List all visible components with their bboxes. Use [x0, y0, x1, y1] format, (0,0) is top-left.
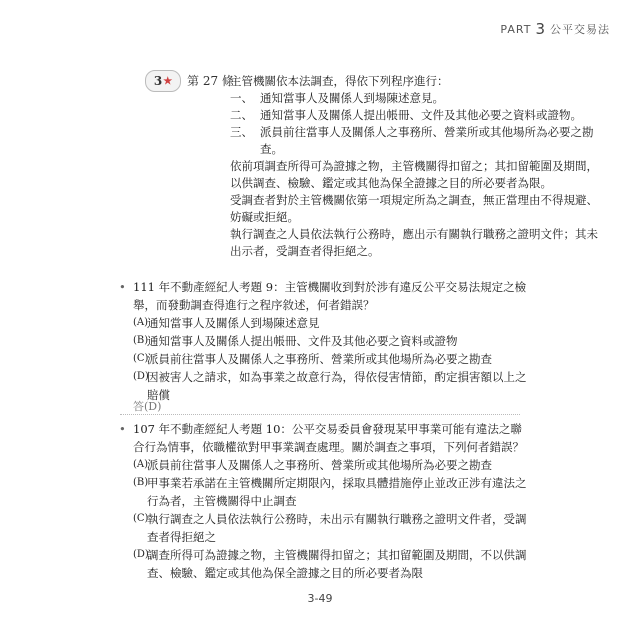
question-stem: 111 年不動產經紀人考題 9：主管機關收到對於涉有違反公平交易法規定之檢舉，而發動調查得進行之程序敘述，何者錯誤？ [133, 280, 527, 312]
article-heading [145, 70, 234, 92]
bullet-icon: • [119, 422, 126, 436]
question-option: (B) 甲事業若承諾在主管機關所定期限內，採取具體措施停止並改正涉有違法之行為者，主管機關得中止調查 [133, 476, 527, 508]
importance-badge [145, 70, 181, 92]
divider [120, 414, 520, 415]
article-paragraph: 依前項調查所得可為證據之物，主管機關得扣留之；其扣留範圍及期間，以供調查、檢驗、鑑定或其他為保全證據之目的所必要者為限。 [230, 159, 598, 190]
article-number: 第 27 條 [187, 73, 234, 88]
exam-question-1 [119, 278, 533, 404]
star-icon: ★ [163, 75, 173, 87]
part-word: PART [500, 22, 532, 36]
page-number: 3-49 [307, 592, 333, 605]
article-paragraph: 受調查者對於主管機關依第一項規定所為之調查，無正當理由不得規避、妨礙或拒絕。 [230, 193, 598, 224]
page-header [500, 20, 610, 38]
question-option: (C) 執行調查之人員依法執行公務時，未出示有關執行職務之證明文件者，受調查者得拒絕之 [133, 512, 527, 544]
article-paragraph: 執行調查之人員依法執行公務時，應出示有關執行職務之證明文件；其未出示者，受調查者得拒絕之。 [230, 227, 598, 258]
question-option: (A) 通知當事人及關係人到場陳述意見 [133, 316, 320, 330]
question-option: (D) 調查所得可為證據之物，主管機關得扣留之；其扣留範圍及期間，不以供調查、檢驗、鑑定或其他為保全證據之目的所必要者為限 [133, 548, 527, 580]
article-item: 一、 通知當事人及關係人到場陳述意見。 [230, 91, 444, 105]
article-item: 二、 通知當事人及關係人提出帳冊、文件及其他必要之資料或證物。 [230, 108, 582, 122]
bullet-icon: • [119, 280, 126, 294]
question-stem: 107 年不動產經紀人考題 10：公平交易委員會發現某甲事業可能有違法之聯合行為情事，依職權欲對甲事業調查處理。關於調查之事項，下列何者錯誤？ [133, 422, 524, 454]
part-number: 3 [535, 20, 546, 38]
article-body [230, 70, 605, 260]
question-option: (C) 派員前往當事人及關係人之事務所、營業所或其他場所為必要之勘查 [133, 352, 492, 366]
badge-number: 3 [153, 73, 163, 88]
article-intro: 主管機關依本法調查，得依下列程序進行： [230, 74, 449, 88]
question-option: (B) 通知當事人及關係人提出帳冊、文件及其他必要之資料或證物 [133, 334, 458, 348]
article-27 [145, 70, 605, 260]
answer-label: 答(D) [133, 400, 162, 413]
article-item: 三、 派員前往當事人及關係人之事務所、營業所或其他場所為必要之勘查。 [230, 125, 594, 156]
question-option: (D) 因被害人之請求，如為事業之故意行為，得依侵害情節，酌定損害額以上之賠償 [133, 370, 527, 402]
part-title: 公平交易法 [550, 23, 610, 36]
question-option: (A) 派員前往當事人及關係人之事務所、營業所或其他場所為必要之勘查 [133, 458, 492, 472]
exam-question-2 [119, 420, 533, 582]
